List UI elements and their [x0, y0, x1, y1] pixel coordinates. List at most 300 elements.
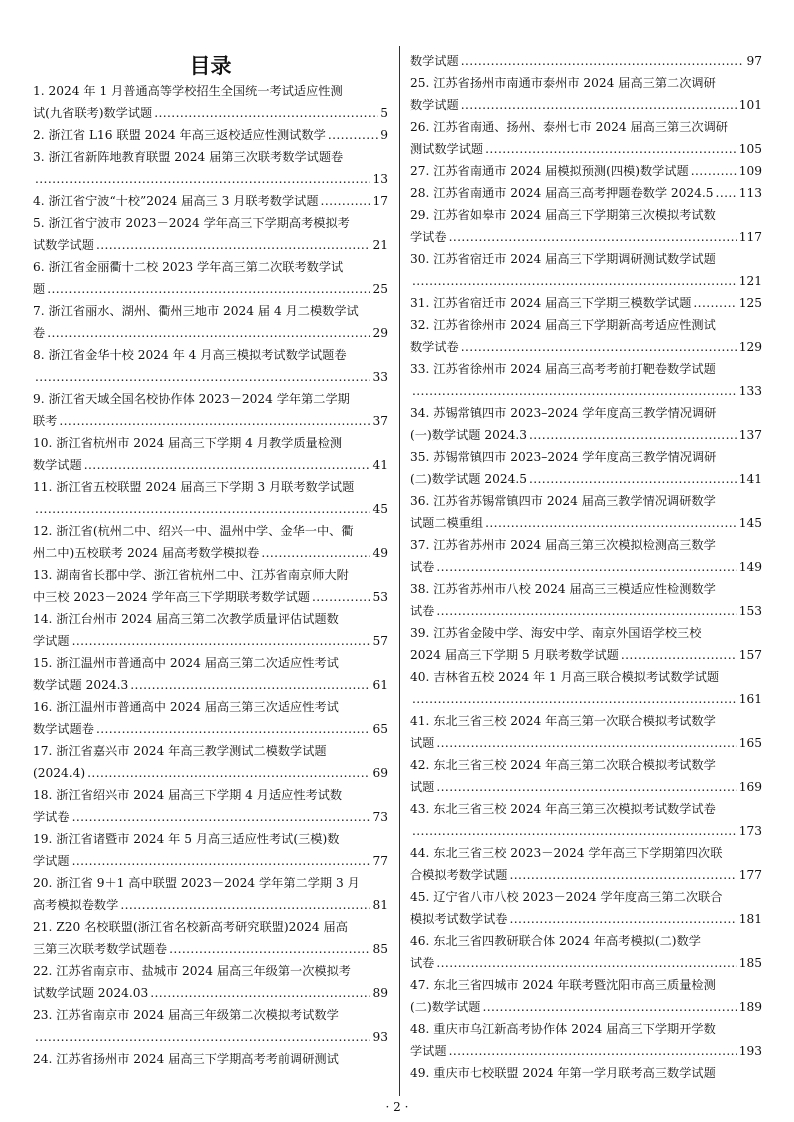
toc-entry-text: 9. 浙江省天域全国名校协作体 2023－2024 学年第二学期	[33, 392, 350, 406]
dot-leader	[35, 168, 370, 190]
toc-entry-text: 35. 苏锡常镇四市 2023–2024 学年度高三教学情况调研	[410, 450, 717, 464]
toc-entry-line	[410, 622, 762, 644]
toc-entry[interactable]	[410, 666, 762, 710]
toc-entry-text: 2024 届高三下学期 5 月联考数学试题	[410, 648, 619, 662]
toc-entry-text: 31. 江苏省宿迁市 2024 届高三下学期三模数学试题	[410, 296, 692, 310]
page-number-footer: · 2 ·	[385, 1100, 409, 1114]
toc-entry-text: 中三校 2023－2024 学年高三下学期联考数学试题	[33, 590, 310, 604]
toc-entry-text: 高考模拟卷数学	[33, 898, 119, 912]
toc-entry-line	[410, 754, 762, 776]
toc-entry-line	[33, 608, 388, 630]
toc-page-number: 173	[738, 824, 762, 838]
toc-entry-text: 44. 东北三省三校 2023－2024 学年高三下学期第四次联	[410, 846, 723, 860]
dot-leader	[120, 894, 370, 916]
toc-page-number: 149	[738, 560, 762, 574]
toc-entry-line	[33, 542, 388, 564]
toc-entry-text: 试题二模重组	[410, 516, 484, 530]
toc-entry-line	[33, 784, 388, 806]
toc-entry-text: 29. 江苏省如皋市 2024 届高三下学期第三次模拟考试数	[410, 208, 716, 222]
dot-leader	[693, 292, 736, 314]
toc-entry[interactable]	[33, 872, 388, 916]
toc-page-number: 61	[372, 678, 388, 692]
toc-entry-line	[33, 762, 388, 784]
toc-entry[interactable]	[33, 608, 388, 652]
toc-entry[interactable]	[410, 50, 762, 72]
dot-leader	[436, 556, 736, 578]
toc-page-number: 33	[372, 370, 388, 384]
toc-entry-text: 23. 江苏省南京市 2024 届高三年级第二次模拟考试数学	[33, 1008, 339, 1022]
toc-page-number: 53	[372, 590, 388, 604]
toc-entry-line	[410, 72, 762, 94]
toc-entry-line	[410, 204, 762, 226]
toc-entry[interactable]	[410, 160, 762, 182]
toc-entry-text: 合模拟考数学试题	[410, 868, 508, 882]
toc-entry-text: 数学试卷	[410, 340, 459, 354]
toc-entry-line	[33, 388, 388, 410]
toc-entry-text: 三第三次联考数学试题卷	[33, 942, 168, 956]
toc-page-number: 161	[738, 692, 762, 706]
toc-entry-line	[410, 688, 762, 710]
toc-entry[interactable]	[33, 564, 388, 608]
toc-page-number: 177	[738, 868, 762, 882]
toc-entry-line	[410, 776, 762, 798]
toc-entry-line	[410, 248, 762, 270]
toc-entry-text: 49. 重庆市七校联盟 2024 年第一学月联考高三数学试题	[410, 1066, 716, 1080]
toc-entry[interactable]	[410, 204, 762, 248]
toc-page-number: 21	[372, 238, 388, 252]
toc-entry[interactable]	[33, 828, 388, 872]
toc-entry-line	[33, 124, 388, 146]
toc-entry-line	[33, 564, 388, 586]
dot-leader	[485, 138, 737, 160]
toc-entry[interactable]	[33, 740, 388, 784]
dot-leader	[716, 182, 737, 204]
toc-entry-line	[410, 94, 762, 116]
dot-leader	[96, 718, 371, 740]
toc-page-number: 193	[738, 1044, 762, 1058]
toc-entry-line	[410, 820, 762, 842]
toc-entry-line	[410, 732, 762, 754]
column-divider	[399, 46, 400, 1096]
toc-entry-line	[410, 556, 762, 578]
toc-entry-line	[33, 696, 388, 718]
toc-entry-line	[33, 212, 388, 234]
toc-entry-line	[410, 842, 762, 864]
toc-entry-text: 46. 东北三省四教研联合体 2024 年高考模拟(二)数学	[410, 934, 701, 948]
toc-entry-line	[410, 996, 762, 1018]
toc-entry-text: 7. 浙江省丽水、湖州、衢州三地市 2024 届 4 月二模数学试	[33, 304, 359, 318]
toc-page-number: 13	[372, 172, 388, 186]
toc-entry-text: 24. 江苏省扬州市 2024 届高三下学期高考考前调研测试	[33, 1052, 339, 1066]
toc-page-number: 65	[372, 722, 388, 736]
toc-entry[interactable]	[33, 784, 388, 828]
dot-leader	[72, 850, 371, 872]
toc-entry[interactable]	[33, 300, 388, 344]
toc-entry-text: 39. 江苏省金陵中学、海安中学、南京外国语学校三校	[410, 626, 702, 640]
dot-leader	[59, 410, 370, 432]
toc-entry-line	[33, 674, 388, 696]
toc-entry-line	[410, 446, 762, 468]
toc-entry[interactable]	[410, 314, 762, 358]
toc-entry-line	[410, 138, 762, 160]
toc-entry-line	[33, 410, 388, 432]
toc-entry-text: 试卷	[410, 604, 435, 618]
toc-entry-line	[33, 652, 388, 674]
toc-entry-line	[33, 278, 388, 300]
toc-entry[interactable]	[410, 182, 762, 204]
toc-entry-line	[410, 534, 762, 556]
toc-entry-text: 州二中)五校联考 2024 届高考数学模拟卷	[33, 546, 260, 560]
dot-leader	[261, 542, 370, 564]
toc-entry[interactable]	[33, 476, 388, 520]
toc-entry[interactable]	[410, 578, 762, 622]
dot-leader	[461, 336, 737, 358]
dot-leader	[312, 586, 371, 608]
toc-entry-text: 18. 浙江省绍兴市 2024 届高三下学期 4 月适应性考试数	[33, 788, 343, 802]
toc-entry-text: 16. 浙江温州市普通高中 2024 届高三第三次适应性考试	[33, 700, 339, 714]
toc-entry-line	[410, 270, 762, 292]
toc-entry-line	[410, 380, 762, 402]
toc-entry[interactable]	[410, 710, 762, 754]
toc-entry[interactable]	[410, 446, 762, 490]
toc-entry-text: 11. 浙江省五校联盟 2024 届高三下学期 3 月联考数学试题	[33, 480, 355, 494]
toc-entry[interactable]	[410, 402, 762, 446]
toc-page-number: 145	[738, 516, 762, 530]
toc-entry[interactable]	[410, 116, 762, 160]
toc-page-number: 125	[738, 296, 762, 310]
toc-entry[interactable]	[410, 886, 762, 930]
toc-entry-text: 卷	[33, 326, 46, 340]
dot-leader	[47, 278, 370, 300]
toc-entry-line	[33, 146, 388, 168]
toc-entry-line	[410, 886, 762, 908]
toc-entry-line	[33, 850, 388, 872]
dot-leader	[621, 644, 737, 666]
toc-page-number: 113	[738, 186, 762, 200]
toc-entry[interactable]	[33, 520, 388, 564]
toc-entry-text: 数学试题卷	[33, 722, 94, 736]
toc-entry-line	[33, 1004, 388, 1026]
toc-entry-line	[33, 102, 388, 124]
toc-entry-line	[410, 644, 762, 666]
toc-entry-text: 模拟考试数学试卷	[410, 912, 508, 926]
toc-entry-text: 学试题	[33, 854, 70, 868]
dot-leader	[449, 1040, 737, 1062]
toc-entry-text: 40. 吉林省五校 2024 年 1 月高三联合模拟考试数学试题	[410, 670, 720, 684]
toc-page-number: 49	[372, 546, 388, 560]
toc-page-number: 85	[372, 942, 388, 956]
toc-entry-text: 试数学试题 2024.03	[33, 986, 149, 1000]
toc-page-number: 157	[738, 648, 762, 662]
toc-entry-text: 28. 江苏省南通市 2024 届高三高考押题卷数学 2024.5	[410, 186, 714, 200]
toc-entry-text: (一)数学试题 2024.3	[410, 428, 527, 442]
toc-entry[interactable]	[410, 622, 762, 666]
dot-leader	[412, 820, 737, 842]
toc-page-number: 141	[738, 472, 762, 486]
toc-entry[interactable]	[33, 696, 388, 740]
toc-entry-text: 32. 江苏省徐州市 2024 届高三下学期新高考适应性测试	[410, 318, 716, 332]
toc-entry[interactable]	[410, 534, 762, 578]
toc-entry-text: 试卷	[410, 956, 435, 970]
toc-entry[interactable]	[410, 292, 762, 314]
toc-page-number: 5	[380, 106, 388, 120]
dot-leader	[72, 806, 371, 828]
toc-entry[interactable]	[33, 1048, 388, 1070]
toc-page-number: 89	[372, 986, 388, 1000]
dot-leader	[154, 102, 378, 124]
toc-entry-text: 17. 浙江省嘉兴市 2024 年高三教学测试二模数学试题	[33, 744, 327, 758]
toc-page-number: 133	[738, 384, 762, 398]
toc-entry-line	[33, 1048, 388, 1070]
toc-entry[interactable]	[33, 256, 388, 300]
toc-entry-text: 题	[33, 282, 46, 296]
toc-entry-text: 15. 浙江温州市普通高中 2024 届高三第二次适应性考试	[33, 656, 339, 670]
toc-entry-line	[33, 740, 388, 762]
toc-entry[interactable]	[410, 72, 762, 116]
toc-entry[interactable]	[33, 916, 388, 960]
dot-leader	[529, 424, 737, 446]
toc-entry[interactable]	[33, 344, 388, 388]
toc-entry-line	[410, 974, 762, 996]
toc-entry-line	[410, 116, 762, 138]
toc-entry-line	[33, 520, 388, 542]
toc-entry[interactable]	[33, 124, 388, 146]
toc-entry-text: 学试题	[33, 634, 70, 648]
toc-entry-text: (二)数学试题 2024.5	[410, 472, 527, 486]
toc-entry-line	[33, 960, 388, 982]
toc-entry-line	[410, 50, 762, 72]
toc-entry-text: 48. 重庆市乌江新高考协作体 2024 届高三下学期开学数	[410, 1022, 716, 1036]
toc-entry-line	[33, 80, 388, 102]
toc-entry-text: (二)数学试题	[410, 1000, 481, 1014]
toc-entry-text: 10. 浙江省杭州市 2024 届高三下学期 4 月教学质量检测	[33, 436, 343, 450]
toc-entry-line	[410, 1018, 762, 1040]
toc-entry-text: 5. 浙江省宁波市 2023－2024 学年高三下学期高考模拟考	[33, 216, 350, 230]
dot-leader	[169, 938, 370, 960]
toc-entry-text: 27. 江苏省南通市 2024 届模拟预测(四模)数学试题	[410, 164, 689, 178]
dot-leader	[150, 982, 370, 1004]
toc-entry-line	[410, 182, 762, 204]
toc-entry-line	[410, 1040, 762, 1062]
toc-page-number: 121	[738, 274, 762, 288]
toc-entry-line	[410, 468, 762, 490]
toc-entry[interactable]	[33, 212, 388, 256]
dot-leader	[482, 996, 736, 1018]
toc-entry-text: 34. 苏锡常镇四市 2023–2024 学年度高三教学情况调研	[410, 406, 717, 420]
toc-page-number: 97	[746, 54, 762, 68]
toc-entry-text: 8. 浙江省金华十校 2024 年 4 月高三模拟考试数学试题卷	[33, 348, 347, 362]
dot-leader	[130, 674, 370, 696]
toc-entry[interactable]	[33, 388, 388, 432]
toc-entry-line	[33, 190, 388, 212]
dot-leader	[461, 50, 745, 72]
toc-page-number: 137	[738, 428, 762, 442]
dot-leader	[72, 630, 371, 652]
toc-entry[interactable]	[33, 960, 388, 1004]
toc-page-number: 25	[372, 282, 388, 296]
toc-entry-text: 6. 浙江省金丽衢十二校 2023 学年高三第二次联考数学试	[33, 260, 344, 274]
toc-page-number: 101	[738, 98, 762, 112]
toc-entry-text: 37. 江苏省苏州市 2024 届高三第三次模拟检测高三数学	[410, 538, 716, 552]
toc-entry[interactable]	[410, 1018, 762, 1062]
toc-entry-line	[410, 402, 762, 424]
toc-entry[interactable]	[410, 490, 762, 534]
dot-leader	[412, 688, 737, 710]
toc-entry-line	[410, 226, 762, 248]
dot-leader	[436, 776, 736, 798]
toc-page-number: 81	[372, 898, 388, 912]
toc-entry-line	[33, 894, 388, 916]
dot-leader	[321, 190, 371, 212]
dot-leader	[510, 908, 737, 930]
toc-entry[interactable]	[410, 842, 762, 886]
dot-leader	[436, 952, 736, 974]
dot-leader	[691, 160, 737, 182]
toc-entry-text: 14. 浙江台州市 2024 届高三第二次教学质量评估试题数	[33, 612, 339, 626]
toc-entry-line	[410, 314, 762, 336]
toc-entry-text: (2024.4)	[33, 766, 86, 780]
toc-entry-line	[33, 256, 388, 278]
toc-entry-line	[33, 982, 388, 1004]
toc-entry[interactable]	[33, 432, 388, 476]
toc-title: 目录	[189, 54, 232, 78]
toc-entry-line	[410, 710, 762, 732]
toc-entry-text: 33. 江苏省徐州市 2024 届高三高考考前打靶卷数学试题	[410, 362, 716, 376]
toc-page-number: 117	[738, 230, 762, 244]
toc-entry-line	[410, 908, 762, 930]
toc-entry-line	[410, 336, 762, 358]
toc-entry[interactable]	[33, 80, 388, 124]
toc-page-number: 93	[372, 1030, 388, 1044]
toc-entry-text: 联考	[33, 414, 58, 428]
toc-page-number: 181	[738, 912, 762, 926]
toc-entry-text: 12. 浙江省(杭州二中、绍兴一中、温州中学、金华一中、衢	[33, 524, 354, 538]
toc-entry[interactable]	[410, 930, 762, 974]
toc-entry[interactable]	[410, 248, 762, 292]
toc-page-number: 109	[738, 164, 762, 178]
toc-entry-line	[33, 322, 388, 344]
toc-entry[interactable]	[410, 1062, 762, 1084]
toc-entry-text: 25. 江苏省扬州市南通市泰州市 2024 届高三第二次调研	[410, 76, 716, 90]
toc-entry-line	[410, 930, 762, 952]
toc-page-number: 45	[372, 502, 388, 516]
toc-entry-text: 22. 江苏省南京市、盐城市 2024 届高三年级第一次模拟考	[33, 964, 351, 978]
dot-leader	[35, 366, 370, 388]
toc-entry-line	[33, 454, 388, 476]
toc-entry-line	[33, 806, 388, 828]
toc-page-number: 185	[738, 956, 762, 970]
toc-entry-line	[33, 168, 388, 190]
toc-entry-text: 30. 江苏省宿迁市 2024 届高三下学期调研测试数学试题	[410, 252, 716, 266]
dot-leader	[35, 1026, 370, 1048]
toc-entry[interactable]	[410, 798, 762, 842]
toc-page-number: 57	[372, 634, 388, 648]
toc-page-number: 129	[738, 340, 762, 354]
toc-entry-line	[33, 366, 388, 388]
toc-entry-text: 26. 江苏省南通、扬州、泰州七市 2024 届高三第三次调研	[410, 120, 728, 134]
toc-entry[interactable]	[33, 1004, 388, 1048]
toc-page-number: 189	[738, 1000, 762, 1014]
dot-leader	[412, 380, 737, 402]
toc-page-number: 37	[372, 414, 388, 428]
dot-leader	[35, 498, 370, 520]
toc-entry[interactable]	[410, 358, 762, 402]
toc-entry-line	[410, 358, 762, 380]
toc-entry-line	[410, 1062, 762, 1084]
toc-entry[interactable]	[33, 146, 388, 190]
toc-entry[interactable]	[410, 754, 762, 798]
toc-entry-line	[33, 344, 388, 366]
toc-entry-text: 数学试题 2024.3	[33, 678, 129, 692]
dot-leader	[87, 762, 370, 784]
toc-entry-line	[410, 798, 762, 820]
toc-entry-line	[410, 600, 762, 622]
dot-leader	[529, 468, 737, 490]
toc-entry-text: 1. 2024 年 1 月普通高等学校招生全国统一考试适应性测	[33, 84, 343, 98]
toc-entry-text: 47. 东北三省四城市 2024 年联考暨沈阳市高三质量检测	[410, 978, 716, 992]
toc-entry-text: 学试卷	[410, 230, 447, 244]
toc-entry[interactable]	[33, 190, 388, 212]
dot-leader	[412, 270, 737, 292]
toc-page-number: 105	[738, 142, 762, 156]
dot-leader	[436, 600, 736, 622]
toc-entry-text: 试题	[410, 736, 435, 750]
toc-entry-text: 42. 东北三省三校 2024 年高三第二次联合模拟考试数学	[410, 758, 716, 772]
toc-entry-text: 41. 东北三省三校 2024 年高三第一次联合模拟考试数学	[410, 714, 716, 728]
toc-entry-line	[33, 828, 388, 850]
toc-entry-line	[410, 864, 762, 886]
toc-entry-text: 试题	[410, 780, 435, 794]
toc-entry-line	[33, 916, 388, 938]
toc-entry-text: 数学试题	[410, 98, 459, 112]
toc-page-number: 153	[738, 604, 762, 618]
dot-leader	[461, 94, 737, 116]
toc-entry-text: 20. 浙江省 9＋1 高中联盟 2023－2024 学年第二学期 3 月	[33, 876, 360, 890]
dot-leader	[47, 322, 370, 344]
toc-page-number: 165	[738, 736, 762, 750]
toc-page-number: 169	[738, 780, 762, 794]
toc-entry-line	[410, 160, 762, 182]
toc-entry[interactable]	[33, 652, 388, 696]
toc-entry-line	[33, 872, 388, 894]
dot-leader	[328, 124, 378, 146]
toc-entry[interactable]	[410, 974, 762, 1018]
toc-entry-text: 测试数学试题	[410, 142, 484, 156]
toc-entry-line	[33, 498, 388, 520]
toc-page-number: 9	[380, 128, 388, 142]
toc-entry-text: 数学试题	[410, 54, 459, 68]
dot-leader	[510, 864, 737, 886]
toc-entry-text: 3. 浙江省新阵地教育联盟 2024 届第三次联考数学试题卷	[33, 150, 344, 164]
dot-leader	[449, 226, 737, 248]
toc-entry-text: 试(九省联考)数学试题	[33, 106, 153, 120]
toc-entry-line	[410, 666, 762, 688]
toc-entry-text: 45. 辽宁省八市八校 2023－2024 学年度高三第二次联合	[410, 890, 723, 904]
toc-entry-line	[33, 586, 388, 608]
dot-leader	[84, 454, 371, 476]
toc-entry-line	[410, 292, 762, 314]
toc-entry-line	[410, 424, 762, 446]
toc-entry-line	[33, 630, 388, 652]
toc-entry-line	[33, 1026, 388, 1048]
toc-entry-text: 学试卷	[33, 810, 70, 824]
toc-page-number: 77	[372, 854, 388, 868]
toc-entry-text: 试卷	[410, 560, 435, 574]
toc-page-number: 69	[372, 766, 388, 780]
toc-entry-text: 4. 浙江省宁波“十校”2024 届高三 3 月联考数学试题	[33, 194, 319, 208]
toc-entry-line	[33, 300, 388, 322]
toc-entry-text: 36. 江苏省苏锡常镇四市 2024 届高三教学情况调研数学	[410, 494, 716, 508]
